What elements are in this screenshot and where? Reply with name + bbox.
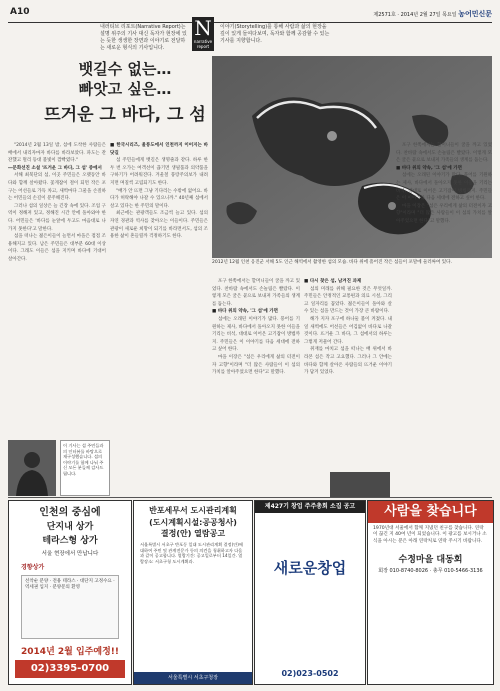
- article-paragraph: 그러나 섬의 일상은 늘 긴장 속에 있다. 조업 구역이 정해져 있고, 정해진 시간 안에 돌아와야 한다. 어민들은 '바다를 눈앞에 두고도 마음대로 나가지 못한다'고 말한다.: [8, 203, 106, 232]
- ad-a-body: 선착순 분양 · 전용 테라스 · 대단지 고정수요 · 역세권 입지 · 분양문의 환영: [21, 575, 119, 639]
- intro-right: 이야기(Storytelling)를 통해 사람과 삶의 현장을 깊이 있게 들여다보며, 독자와 함께 공감할 수 있는 기사를 지향합니다.: [220, 24, 330, 44]
- ad-a-headline1: 인천의 중심에: [39, 507, 101, 518]
- article-paragraph: 섬 주민들에게 뱃길은 생명줄과 같다. 하루 한두 번 오가는 여객선이 끊기면 생필품과 의약품을 구하기가 어려워진다. 겨울철 풍랑주의보가 내려지면 며칠씩 고립되기도 한다.: [110, 158, 208, 186]
- article-paragraph: 취재를 마치고 섬을 떠나는 배 위에서 바라본 섬은 작고 고요했다. 그러나 그 안에는 바다와 함께 살아온 사람들의 뜨거운 이야기가 담겨 있었다.: [304, 347, 392, 376]
- article-paragraph: "2014년 2월 13일 밤, 섬에 도착한 사람들은 배에서 내리자마자 바다를 바라보았다. 파도는 잔잔했고 멀리 등대 불빛이 깜빡였다.": [8, 143, 106, 164]
- photo-caption: 2012년 12월 인천 옹진군 서해 5도 인근 해역에서 촬영한 섬의 모습. 바다 위에 흩어진 작은 섬들이 포말에 둘러싸여 있다.: [212, 260, 452, 265]
- interview-photo: [8, 440, 56, 496]
- article-paragraph: 섬의 미래를 위해 필요한 것은 무엇일까. 주민들은 안정적인 교통편과 의료 시설, 그리고 일자리를 꼽았다. 젊은이들이 돌아와 살 수 있는 섬을 만드는 것이 가장 큰 바람이다.: [304, 286, 392, 315]
- article-subhead: ■ 한국시리즈, 울릉도에서 인천까지 이어지는 바닷길: [110, 143, 208, 156]
- article-paragraph: 마을 이장은 "섬은 우리에게 삶의 터전이자 고향"이라며 "더 많은 사람들이 이 섬의 가치를 알아주었으면 한다"고 말했다.: [212, 354, 300, 376]
- ad-d-headline: 사람을 찾습니다: [368, 501, 493, 523]
- headline-line-1: 뱃길수 없는…: [78, 60, 172, 78]
- ad-missing-person: [367, 500, 494, 685]
- ad-c-phone: 02)023-0502: [281, 669, 339, 678]
- article-column-5: [396, 142, 492, 468]
- headline-line-3: 뜨거운 그 바다, 그 섬: [44, 105, 206, 125]
- ad-a-headline2: 단지내 상가: [46, 522, 94, 532]
- issue-date: 제2571호 · 2014년 2월 27일 목요일: [373, 12, 457, 18]
- article-paragraph: 포구 한쪽에서는 할머니들이 굴을 까고 있었다. 찬바람 속에서도 손놀림은 빨랐다. 이렇게 모은 굴은 뭍으로 보내져 가족들의 생계를 돕는다.: [212, 279, 300, 307]
- ad-a-date: 2014년 2월 입주예정!!: [21, 647, 119, 657]
- ad-shareholder-notice: [254, 500, 366, 685]
- ad-a-headline: [9, 507, 131, 519]
- ad-d-phone: 회장 010-8740-8026 · 총무 010-5466-3136: [378, 568, 483, 575]
- badge-sub: narrative report: [193, 39, 213, 49]
- article-subhead: ■ 바다 위의 약속, '그 섬'에 가면: [212, 309, 278, 315]
- ad-c-title: 새로운창업: [273, 559, 347, 577]
- ad-b-body: 서울특별시 서초구 반포동 일대 도시관리계획 결정(안)에 대하여 주민 및 관계전문가 등의 의견을 청취하고자 다음과 같이 공고합니다. 열람기간: 공고일로부터 14일간. 열람장소: 서초구청 도시계획과.: [140, 542, 243, 564]
- headline-line-2: 빠앗고 싶은…: [78, 80, 172, 98]
- article-subhead: ■ 바다 위의 약속, '그 섬'에 가면: [396, 165, 462, 171]
- article-paragraph: 섬에는 오래된 이야기가 많다. 풍어를 기원하는 제사, 바다에서 돌아오지 못한 이들을 기리는 비석, 대대로 이어온 고기잡이 방법까지. 주민들은 이 이야기를 다음 세대에 전하고 싶어 한다.: [396, 173, 492, 202]
- ad-b-headline1: 반포세무서 도시관리계획: [149, 506, 237, 515]
- article-paragraph: "배가 안 뜨면 그냥 기다리는 수밖에 없어요. 바다가 허락해야 나갈 수 있으니까." 40년째 섬에서 살고 있다는 한 주민의 말이다.: [110, 188, 208, 209]
- ad-b-footer: 서울특별시 서초구청장: [134, 672, 252, 684]
- narrative-badge: [192, 17, 214, 51]
- page-header: [8, 6, 492, 23]
- ad-b-headline2: (도시계획시설:공공청사): [149, 518, 237, 527]
- ad-d-org: 수정마을 대동회: [398, 555, 463, 566]
- article-column-4: [304, 278, 392, 468]
- ad-a-headline2-wrap: [9, 522, 131, 533]
- article-subhead: ■ 다시 찾은 섬, 남겨진 과제: [304, 279, 362, 284]
- person-photo-image: [8, 440, 56, 496]
- ad-public-notice: [133, 500, 253, 685]
- article-paragraph: 마을 이장은 "섬은 우리에게 삶의 터전이자 고향"이라며 "더 많은 사람들이 이 섬의 가치를 알아주었으면 한다"고 말했다.: [396, 203, 492, 224]
- page-number: A10: [10, 7, 30, 17]
- harbor-photo: [330, 472, 390, 498]
- ad-d-body: 1970년대 서울에서 함께 지냈던 친구를 찾습니다. 연락이 끊긴 지 40여 년이 되었습니다. 이 광고를 보시거나 소식을 아시는 분은 아래 연락처로 연락 주시기 바랍니다.: [373, 526, 487, 544]
- ad-b-headline3: 결정(안) 열람공고: [160, 529, 226, 538]
- ad-commercial-property: [8, 500, 132, 685]
- article-column-2: [110, 142, 208, 494]
- article-column-3: [212, 278, 300, 494]
- header-meta: [373, 9, 492, 19]
- ad-a-phone: 02)3395-0700: [15, 660, 125, 678]
- intro-left: 내러티브 리포트(Narrative Report)는 설명 위주의 기사 대신 독자가 현장에 있는 듯한 생생한 장면과 이야기로 전달하는 새로운 형식의 기사입니다.: [100, 24, 187, 51]
- article-paragraph: 서해 최북단의 섬, 이곳 주민들은 오랫동안 바다와 함께 살아왔다. 꽃게잡이 철이 되면 작은 포구는 어선들로 가득 차고, 새벽마다 그물을 손질하는 어민들의 손길이 분주해진다.: [8, 173, 106, 202]
- article-column-1: [8, 142, 106, 436]
- side-note: 이 기사는 섬 주민들과의 인터뷰를 바탕으로 재구성했습니다. 섬의 이야기를 함께 나눠 주신 모든 분들께 감사드립니다.: [60, 440, 110, 496]
- ad-a-headline3: 테라스형 상가: [42, 536, 98, 546]
- ad-a-tag: 서울 현장에서 만납니다: [41, 551, 99, 557]
- article-paragraph: 해가 지자 포구에 하나둘 불이 켜졌다. 내일 새벽에도 어선들은 어김없이 바다로 나갈 것이다. 뜨거운 그 바다, 그 섬에서의 하루는 그렇게 저물어 간다.: [304, 316, 392, 345]
- ad-a-headline3-wrap: [9, 536, 131, 547]
- article-paragraph: 포구 한쪽에서는 할머니들이 굴을 까고 있었다. 찬바람 속에서도 손놀림은 빨랐다. 이렇게 모은 굴은 뭍으로 보내져 가족들의 생계를 돕는다.: [396, 143, 492, 164]
- article-paragraph: 섬을 떠나는 젊은이들이 늘면서 마을은 점점 조용해지고 있다. 남은 주민들은 대부분 60대 이상이다. 그래도 이들은 섬을 지키며 바다에 기대어 살아간다.: [8, 234, 106, 262]
- article-subhead: ―문화선진 소설 '뜨거운 그 바다, 그 섬' 중에서: [8, 165, 102, 171]
- badge-letter: N: [194, 16, 212, 40]
- newspaper-brand: 농어민신문: [458, 10, 492, 18]
- ad-c-banner: 제427기 창업 주주총회 소집 공고: [255, 501, 365, 513]
- article-paragraph: 섬에는 오래된 이야기가 많다. 풍어를 기원하는 제사, 바다에서 돌아오지 못한 이들을 기리는 비석, 대대로 이어온 고기잡이 방법까지. 주민들은 이 이야기를 다음 세대에 전하고 싶어 한다.: [212, 316, 300, 353]
- ad-a-logo: 경향상가: [21, 564, 45, 571]
- article-paragraph: 최근에는 관광객들도 조금씩 늘고 있다. 섬의 자연 경관과 역사를 찾아오는 이들이다. 주민들은 관광이 새로운 희망이 되기를 바라면서도, 섬의 조용한 삶이 흔들릴까 걱정하기도 한다.: [110, 211, 208, 240]
- ad-divider: [8, 497, 492, 498]
